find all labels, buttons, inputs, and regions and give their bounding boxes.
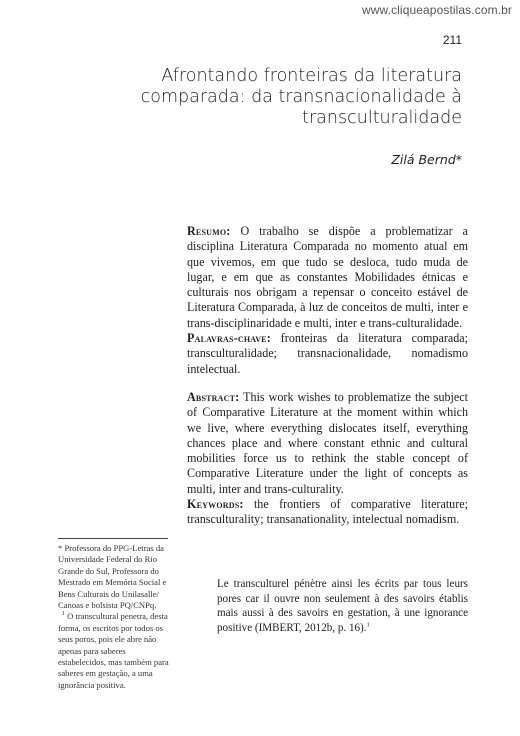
page-number: 211 (442, 33, 462, 47)
abstract-en-label: Abstract: (187, 390, 240, 404)
abstract-en (187, 390, 468, 497)
keywords-pt-label: Palavras-chave: (187, 331, 271, 346)
author-name: Zilá Bernd* (391, 152, 462, 167)
footnote-1-text: O transcultural penetra, desta forma, os escritos por todos os seus poros, pois ele abre não apenas para saberes estabelecidos, mas também para saberes em gestação, a uma ignorância positiva. (58, 611, 169, 690)
footnote-1-mark: 1 (62, 611, 65, 618)
article-title: Afrontando fronteiras da literatura comparada: da transnacionalidade à transculturalidade (140, 66, 462, 128)
abstract-pt-label: Resumo: (187, 224, 231, 238)
abstract-en-section (187, 390, 468, 528)
watermark: www.cliqueapostilas.com.br (362, 3, 512, 17)
abstract-pt-text: O trabalho se dispõe a problematizar a disciplina Literatura Comparada no momento atual em que vivemos, em que tudo se desloca, tudo muda de lugar, e em que as constantes Mobilidades étnicas e culturais nos obrigam a repensar o conceito estável de Literatura Comparada, à luz de conceitos de multi, inter e trans-disciplinaridade e multi, inter e trans-culturalidade. (187, 224, 468, 330)
epigraph-text: Le transculturel pénètre ainsi les écrits par tous leurs pores car il ouvre non seulement à des savoirs établis mais aussi à des savoirs en gestation, à une ignorance positive (IMBERT, 2012b, p. 16). (217, 578, 468, 634)
keywords-en (187, 497, 468, 528)
abstract-pt (187, 224, 468, 331)
footnote-1 (58, 611, 173, 691)
epigraph-note-mark: 1 (366, 621, 370, 629)
keywords-pt (187, 331, 468, 377)
keywords-en-text: the frontiers of comparative literature; transculturality; transanationality, intelectual nomadism. (187, 497, 468, 527)
keywords-pt-text: fronteiras da literatura comparada; transculturalidade; transnacionalidade, nomadismo intelectual. (187, 331, 468, 376)
epigraph-quote (217, 577, 468, 635)
footnotes (58, 543, 173, 691)
keywords-en-label: Keywords: (187, 497, 244, 512)
abstract-pt-section (187, 224, 468, 377)
footnote-author: * Professora do PPG-Letras da Universidade Federal do Rio Grande do Sul, Professora do Mestrado em Memória Social e Bens Culturais do Unilasalle/ Canoas e bolsista PQ/CNPq. (58, 543, 167, 611)
abstract-en-text: This work wishes to problematize the subject of Comparative Literature at the moment within which we live, where everything dislocates itself, everything chances place and where constant ethnic and cultural mobilities force us to rethink the stable concept of Comparative Literature under the light of concepts as multi, inter and trans-culturality. (187, 390, 468, 496)
footnote-divider (58, 538, 168, 539)
